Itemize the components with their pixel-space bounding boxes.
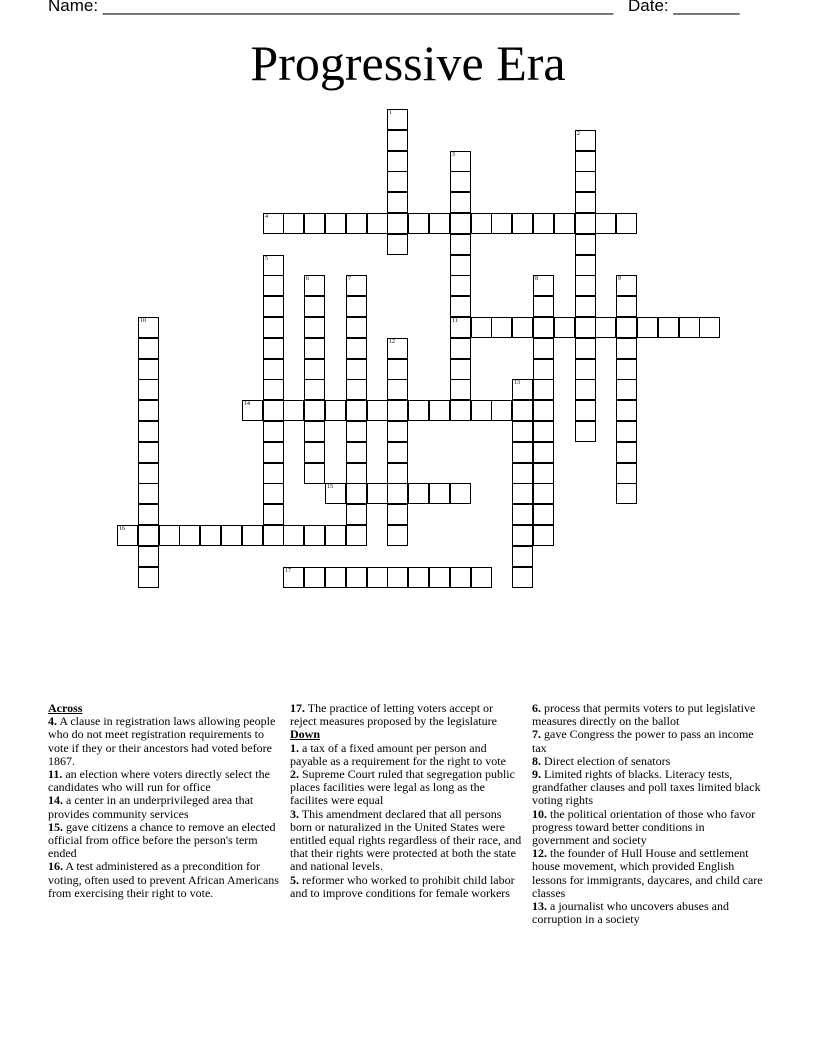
crossword-cell[interactable] — [575, 359, 596, 380]
crossword-cell[interactable] — [304, 421, 325, 442]
clue-number: 15 — [327, 484, 333, 490]
crossword-cell[interactable] — [325, 400, 346, 421]
clue-number: 13 — [514, 380, 520, 386]
crossword-cell[interactable] — [575, 234, 596, 255]
down-clue: 2. Supreme Court ruled that segregation public places facilities were legal as long as the facilites were equal — [290, 767, 515, 808]
crossword-cell[interactable] — [304, 338, 325, 359]
crossword-cell[interactable] — [575, 421, 596, 442]
crossword-cell[interactable] — [575, 379, 596, 400]
crossword-cell[interactable] — [450, 379, 471, 400]
crossword-cell[interactable] — [263, 483, 284, 504]
across-clue: 4. A clause in registration laws allowing people who do not meet registration requirements to vote if they or their ancestors had voted before 1867. — [48, 714, 276, 768]
crossword-cell[interactable] — [575, 171, 596, 192]
crossword-cell[interactable] — [263, 400, 284, 421]
crossword-cell[interactable] — [512, 379, 533, 400]
crossword-cell[interactable] — [117, 525, 138, 546]
crossword-cell[interactable] — [304, 213, 325, 234]
across-clue: 14. a center in an underprivileged area that provides community services — [48, 793, 254, 821]
crossword-cell[interactable] — [346, 317, 367, 338]
down-clue: 8. Direct election of senators — [532, 753, 671, 768]
crossword-cell[interactable] — [138, 317, 159, 338]
crossword-cell[interactable] — [200, 525, 221, 546]
crossword-cell[interactable] — [346, 359, 367, 380]
crossword-cell[interactable] — [346, 296, 367, 317]
crossword-cell[interactable] — [512, 546, 533, 567]
crossword-cell[interactable] — [263, 213, 284, 234]
crossword-cell[interactable] — [595, 213, 616, 234]
clue-number: 7 — [348, 276, 351, 282]
crossword-cell[interactable] — [283, 400, 304, 421]
crossword-cell[interactable] — [616, 338, 637, 359]
crossword-cell[interactable] — [471, 400, 492, 421]
crossword-cell[interactable] — [138, 421, 159, 442]
crossword-cell[interactable] — [512, 567, 533, 588]
crossword-cell[interactable] — [512, 421, 533, 442]
clue-number: 2 — [577, 131, 580, 137]
crossword-cell[interactable] — [304, 400, 325, 421]
crossword-cell[interactable] — [263, 442, 284, 463]
crossword-cell[interactable] — [408, 567, 429, 588]
crossword-cell[interactable] — [138, 379, 159, 400]
crossword-cell[interactable] — [138, 359, 159, 380]
crossword-cell[interactable] — [533, 213, 554, 234]
across-clue: 15. gave citizens a chance to remove an elected official from office before the person's term ended — [48, 819, 276, 861]
crossword-cell[interactable] — [387, 359, 408, 380]
crossword-cell[interactable] — [387, 525, 408, 546]
crossword-cell[interactable] — [512, 317, 533, 338]
crossword-cell[interactable] — [138, 546, 159, 567]
crossword-cell[interactable] — [304, 275, 325, 296]
crossword-cell[interactable] — [699, 317, 720, 338]
down-clue: 1. a tax of a fixed amount per person and payable as a requirement for the right to vote — [290, 740, 506, 768]
crossword-cell[interactable] — [304, 525, 325, 546]
crossword-cell[interactable] — [283, 213, 304, 234]
crossword-cell[interactable] — [658, 317, 679, 338]
crossword-cell[interactable] — [346, 567, 367, 588]
crossword-cell[interactable] — [429, 483, 450, 504]
crossword-cell[interactable] — [616, 296, 637, 317]
crossword-cell[interactable] — [387, 109, 408, 130]
crossword-cell[interactable] — [325, 213, 346, 234]
crossword-cell[interactable] — [304, 359, 325, 380]
crossword-cell[interactable] — [179, 525, 200, 546]
crossword-cell[interactable] — [408, 483, 429, 504]
crossword-cell[interactable] — [387, 421, 408, 442]
crossword-cell[interactable] — [138, 463, 159, 484]
crossword-cell[interactable] — [450, 255, 471, 276]
crossword-cell[interactable] — [346, 463, 367, 484]
crossword-cell[interactable] — [616, 483, 637, 504]
crossword-cell[interactable] — [387, 463, 408, 484]
crossword-cell[interactable] — [283, 525, 304, 546]
across-clue: 11. an election where voters directly select the candidates who will run for office — [48, 767, 270, 795]
crossword-cell[interactable] — [533, 275, 554, 296]
crossword-cell[interactable] — [533, 504, 554, 525]
crossword-cell[interactable] — [575, 400, 596, 421]
crossword-cell[interactable] — [325, 483, 346, 504]
clue-number: 10 — [140, 318, 146, 324]
crossword-cell[interactable] — [304, 379, 325, 400]
crossword-cell[interactable] — [346, 213, 367, 234]
crossword-cell[interactable] — [263, 379, 284, 400]
crossword-cell[interactable] — [616, 213, 637, 234]
crossword-cell[interactable] — [512, 483, 533, 504]
crossword-cell[interactable] — [263, 421, 284, 442]
crossword-cell[interactable] — [304, 442, 325, 463]
crossword-cell[interactable] — [616, 379, 637, 400]
crossword-cell[interactable] — [387, 504, 408, 525]
date-field-label[interactable]: Date: _______ — [628, 0, 740, 15]
crossword-cell[interactable] — [138, 338, 159, 359]
crossword-cell[interactable] — [616, 442, 637, 463]
crossword-cell[interactable] — [408, 213, 429, 234]
crossword-cell[interactable] — [450, 171, 471, 192]
crossword-cell[interactable] — [533, 463, 554, 484]
down-clue: 5. reformer who worked to prohibit child labor and to improve conditions for female workers — [290, 872, 515, 900]
crossword-cell[interactable] — [450, 234, 471, 255]
crossword-cell[interactable] — [138, 400, 159, 421]
crossword-cell[interactable] — [450, 400, 471, 421]
crossword-cell[interactable] — [512, 525, 533, 546]
clue-number: 11 — [452, 318, 458, 324]
crossword-cell[interactable] — [616, 359, 637, 380]
crossword-cell[interactable] — [138, 567, 159, 588]
crossword-cell[interactable] — [491, 400, 512, 421]
crossword-cell[interactable] — [346, 442, 367, 463]
crossword-cell[interactable] — [575, 130, 596, 151]
crossword-cell[interactable] — [575, 192, 596, 213]
crossword-cell[interactable] — [263, 317, 284, 338]
crossword-cell[interactable] — [138, 442, 159, 463]
crossword-cell[interactable] — [512, 442, 533, 463]
crossword-cell[interactable] — [471, 213, 492, 234]
crossword-cell[interactable] — [387, 234, 408, 255]
clue-number: 6 — [306, 276, 309, 282]
crossword-cell[interactable] — [512, 213, 533, 234]
crossword-cell[interactable] — [616, 400, 637, 421]
across-clue: 17. The practice of letting voters accept or reject measures proposed by the legislature — [290, 701, 497, 729]
crossword-cell[interactable] — [450, 359, 471, 380]
crossword-cell[interactable] — [325, 567, 346, 588]
crossword-cell[interactable] — [387, 483, 408, 504]
crossword-cell[interactable] — [429, 400, 450, 421]
clue-number: 17 — [285, 568, 291, 574]
clues-column-2 — [290, 702, 522, 900]
crossword-cell[interactable] — [491, 317, 512, 338]
crossword-cell[interactable] — [367, 567, 388, 588]
crossword-cell[interactable] — [575, 275, 596, 296]
crossword-cell[interactable] — [491, 213, 512, 234]
clue-number: 5 — [265, 256, 268, 262]
clue-number: 8 — [535, 276, 538, 282]
crossword-cell[interactable] — [575, 213, 596, 234]
crossword-cell[interactable] — [512, 463, 533, 484]
crossword-cell[interactable] — [575, 255, 596, 276]
crossword-cell[interactable] — [346, 525, 367, 546]
crossword-cell[interactable] — [616, 317, 637, 338]
crossword-cell[interactable] — [450, 275, 471, 296]
clue-number: 14 — [244, 401, 250, 407]
crossword-cell[interactable] — [304, 463, 325, 484]
down-clue: 9. Limited rights of blacks. Literacy tests, grandfather clauses and poll taxes limited black voting rights — [532, 767, 761, 808]
crossword-cell[interactable] — [616, 463, 637, 484]
crossword-cell[interactable] — [263, 296, 284, 317]
crossword-cell[interactable] — [346, 483, 367, 504]
crossword-cell[interactable] — [575, 296, 596, 317]
crossword-cell[interactable] — [512, 400, 533, 421]
crossword-cell[interactable] — [679, 317, 700, 338]
crossword-cell[interactable] — [304, 296, 325, 317]
crossword-cell[interactable] — [263, 275, 284, 296]
crossword-cell[interactable] — [554, 317, 575, 338]
crossword-cell[interactable] — [346, 504, 367, 525]
crossword-cell[interactable] — [595, 317, 616, 338]
crossword-cell[interactable] — [533, 296, 554, 317]
crossword-cell[interactable] — [387, 379, 408, 400]
crossword-cell[interactable] — [575, 338, 596, 359]
crossword-cell[interactable] — [304, 567, 325, 588]
crossword-cell[interactable] — [263, 504, 284, 525]
crossword-cell[interactable] — [533, 317, 554, 338]
crossword-cell[interactable] — [616, 421, 637, 442]
crossword-cell[interactable] — [429, 567, 450, 588]
crossword-cell[interactable] — [138, 504, 159, 525]
crossword-cell[interactable] — [138, 525, 159, 546]
crossword-cell[interactable] — [450, 317, 471, 338]
crossword-cell[interactable] — [387, 442, 408, 463]
crossword-cell[interactable] — [346, 421, 367, 442]
crossword-cell[interactable] — [387, 151, 408, 172]
crossword-cell[interactable] — [242, 400, 263, 421]
crossword-cell[interactable] — [242, 525, 263, 546]
down-clue: 7. gave Congress the power to pass an income tax — [532, 727, 754, 755]
down-clue: 6. process that permits voters to put legislative measures directly on the ballot — [532, 701, 756, 729]
crossword-cell[interactable] — [450, 296, 471, 317]
crossword-cell[interactable] — [533, 421, 554, 442]
crossword-cell[interactable] — [387, 171, 408, 192]
crossword-cell[interactable] — [512, 504, 533, 525]
down-clue: 3. This amendment declared that all persons born or naturalized in the United States were entitled equal rights regardless of their race, and that their rights were protected at both the state and national levels. — [290, 806, 522, 874]
crossword-cell[interactable] — [533, 525, 554, 546]
crossword-cell[interactable] — [637, 317, 658, 338]
crossword-cell[interactable] — [387, 400, 408, 421]
crossword-cell[interactable] — [346, 275, 367, 296]
crossword-cell[interactable] — [304, 317, 325, 338]
crossword-cell[interactable] — [138, 483, 159, 504]
across-clue: 16. A test administered as a precondition for voting, often used to prevent African Americans from exercising their right to vote. — [48, 859, 279, 900]
crossword-cell[interactable] — [429, 213, 450, 234]
clue-number: 16 — [119, 526, 125, 532]
crossword-cell[interactable] — [263, 359, 284, 380]
crossword-cell[interactable] — [263, 338, 284, 359]
crossword-cell[interactable] — [387, 213, 408, 234]
crossword-cell[interactable] — [616, 275, 637, 296]
crossword-cell[interactable] — [450, 151, 471, 172]
crossword-cell[interactable] — [533, 359, 554, 380]
name-field-label[interactable]: Name: ______________________________________________________ — [48, 0, 614, 15]
crossword-cell[interactable] — [346, 338, 367, 359]
crossword-cell[interactable] — [533, 400, 554, 421]
crossword-cell[interactable] — [575, 151, 596, 172]
crossword-cell[interactable] — [387, 192, 408, 213]
crossword-cell[interactable] — [263, 463, 284, 484]
crossword-cell[interactable] — [471, 317, 492, 338]
crossword-cell[interactable] — [450, 567, 471, 588]
crossword-cell[interactable] — [346, 400, 367, 421]
clue-number: 4 — [265, 214, 268, 220]
crossword-cell[interactable] — [325, 525, 346, 546]
crossword-cell[interactable] — [450, 338, 471, 359]
crossword-cell[interactable] — [408, 400, 429, 421]
clue-number: 12 — [389, 339, 395, 345]
crossword-cell[interactable] — [450, 213, 471, 234]
crossword-cell[interactable] — [387, 130, 408, 151]
crossword-cell[interactable] — [533, 442, 554, 463]
crossword-cell[interactable] — [450, 483, 471, 504]
crossword-cell[interactable] — [159, 525, 180, 546]
crossword-cell[interactable] — [450, 192, 471, 213]
crossword-cell[interactable] — [367, 400, 388, 421]
clue-number: 9 — [618, 276, 621, 282]
crossword-cell[interactable] — [263, 525, 284, 546]
page-title: Progressive Era — [250, 35, 566, 91]
clues-column-3 — [532, 702, 764, 926]
crossword-cell[interactable] — [263, 255, 284, 276]
down-clue: 13. a journalist who uncovers abuses and corruption in a society — [532, 899, 729, 927]
crossword-cell[interactable] — [367, 483, 388, 504]
crossword-cell[interactable] — [471, 567, 492, 588]
clues-column-1 — [48, 702, 280, 900]
crossword-cell[interactable] — [533, 379, 554, 400]
clue-number: 3 — [452, 152, 455, 158]
crossword-cell[interactable] — [387, 567, 408, 588]
crossword-cell[interactable] — [221, 525, 242, 546]
crossword-cell[interactable] — [554, 213, 575, 234]
crossword-cell[interactable] — [575, 317, 596, 338]
down-clue: 10. the political orientation of those who favor progress toward better conditions in government and society — [532, 806, 756, 848]
across-heading: Across — [48, 701, 83, 715]
crossword-cell[interactable] — [367, 213, 388, 234]
down-clue: 12. the founder of Hull House and settlement house movement, which provided English lessons for immigrants, daycares, and child care classes — [532, 846, 763, 900]
down-heading: Down — [290, 727, 321, 742]
crossword-cell[interactable] — [533, 483, 554, 504]
crossword-cell[interactable] — [346, 379, 367, 400]
crossword-cell[interactable] — [533, 338, 554, 359]
clue-number: 1 — [389, 110, 392, 116]
crossword-cell[interactable] — [387, 338, 408, 359]
crossword-cell[interactable] — [283, 567, 304, 588]
